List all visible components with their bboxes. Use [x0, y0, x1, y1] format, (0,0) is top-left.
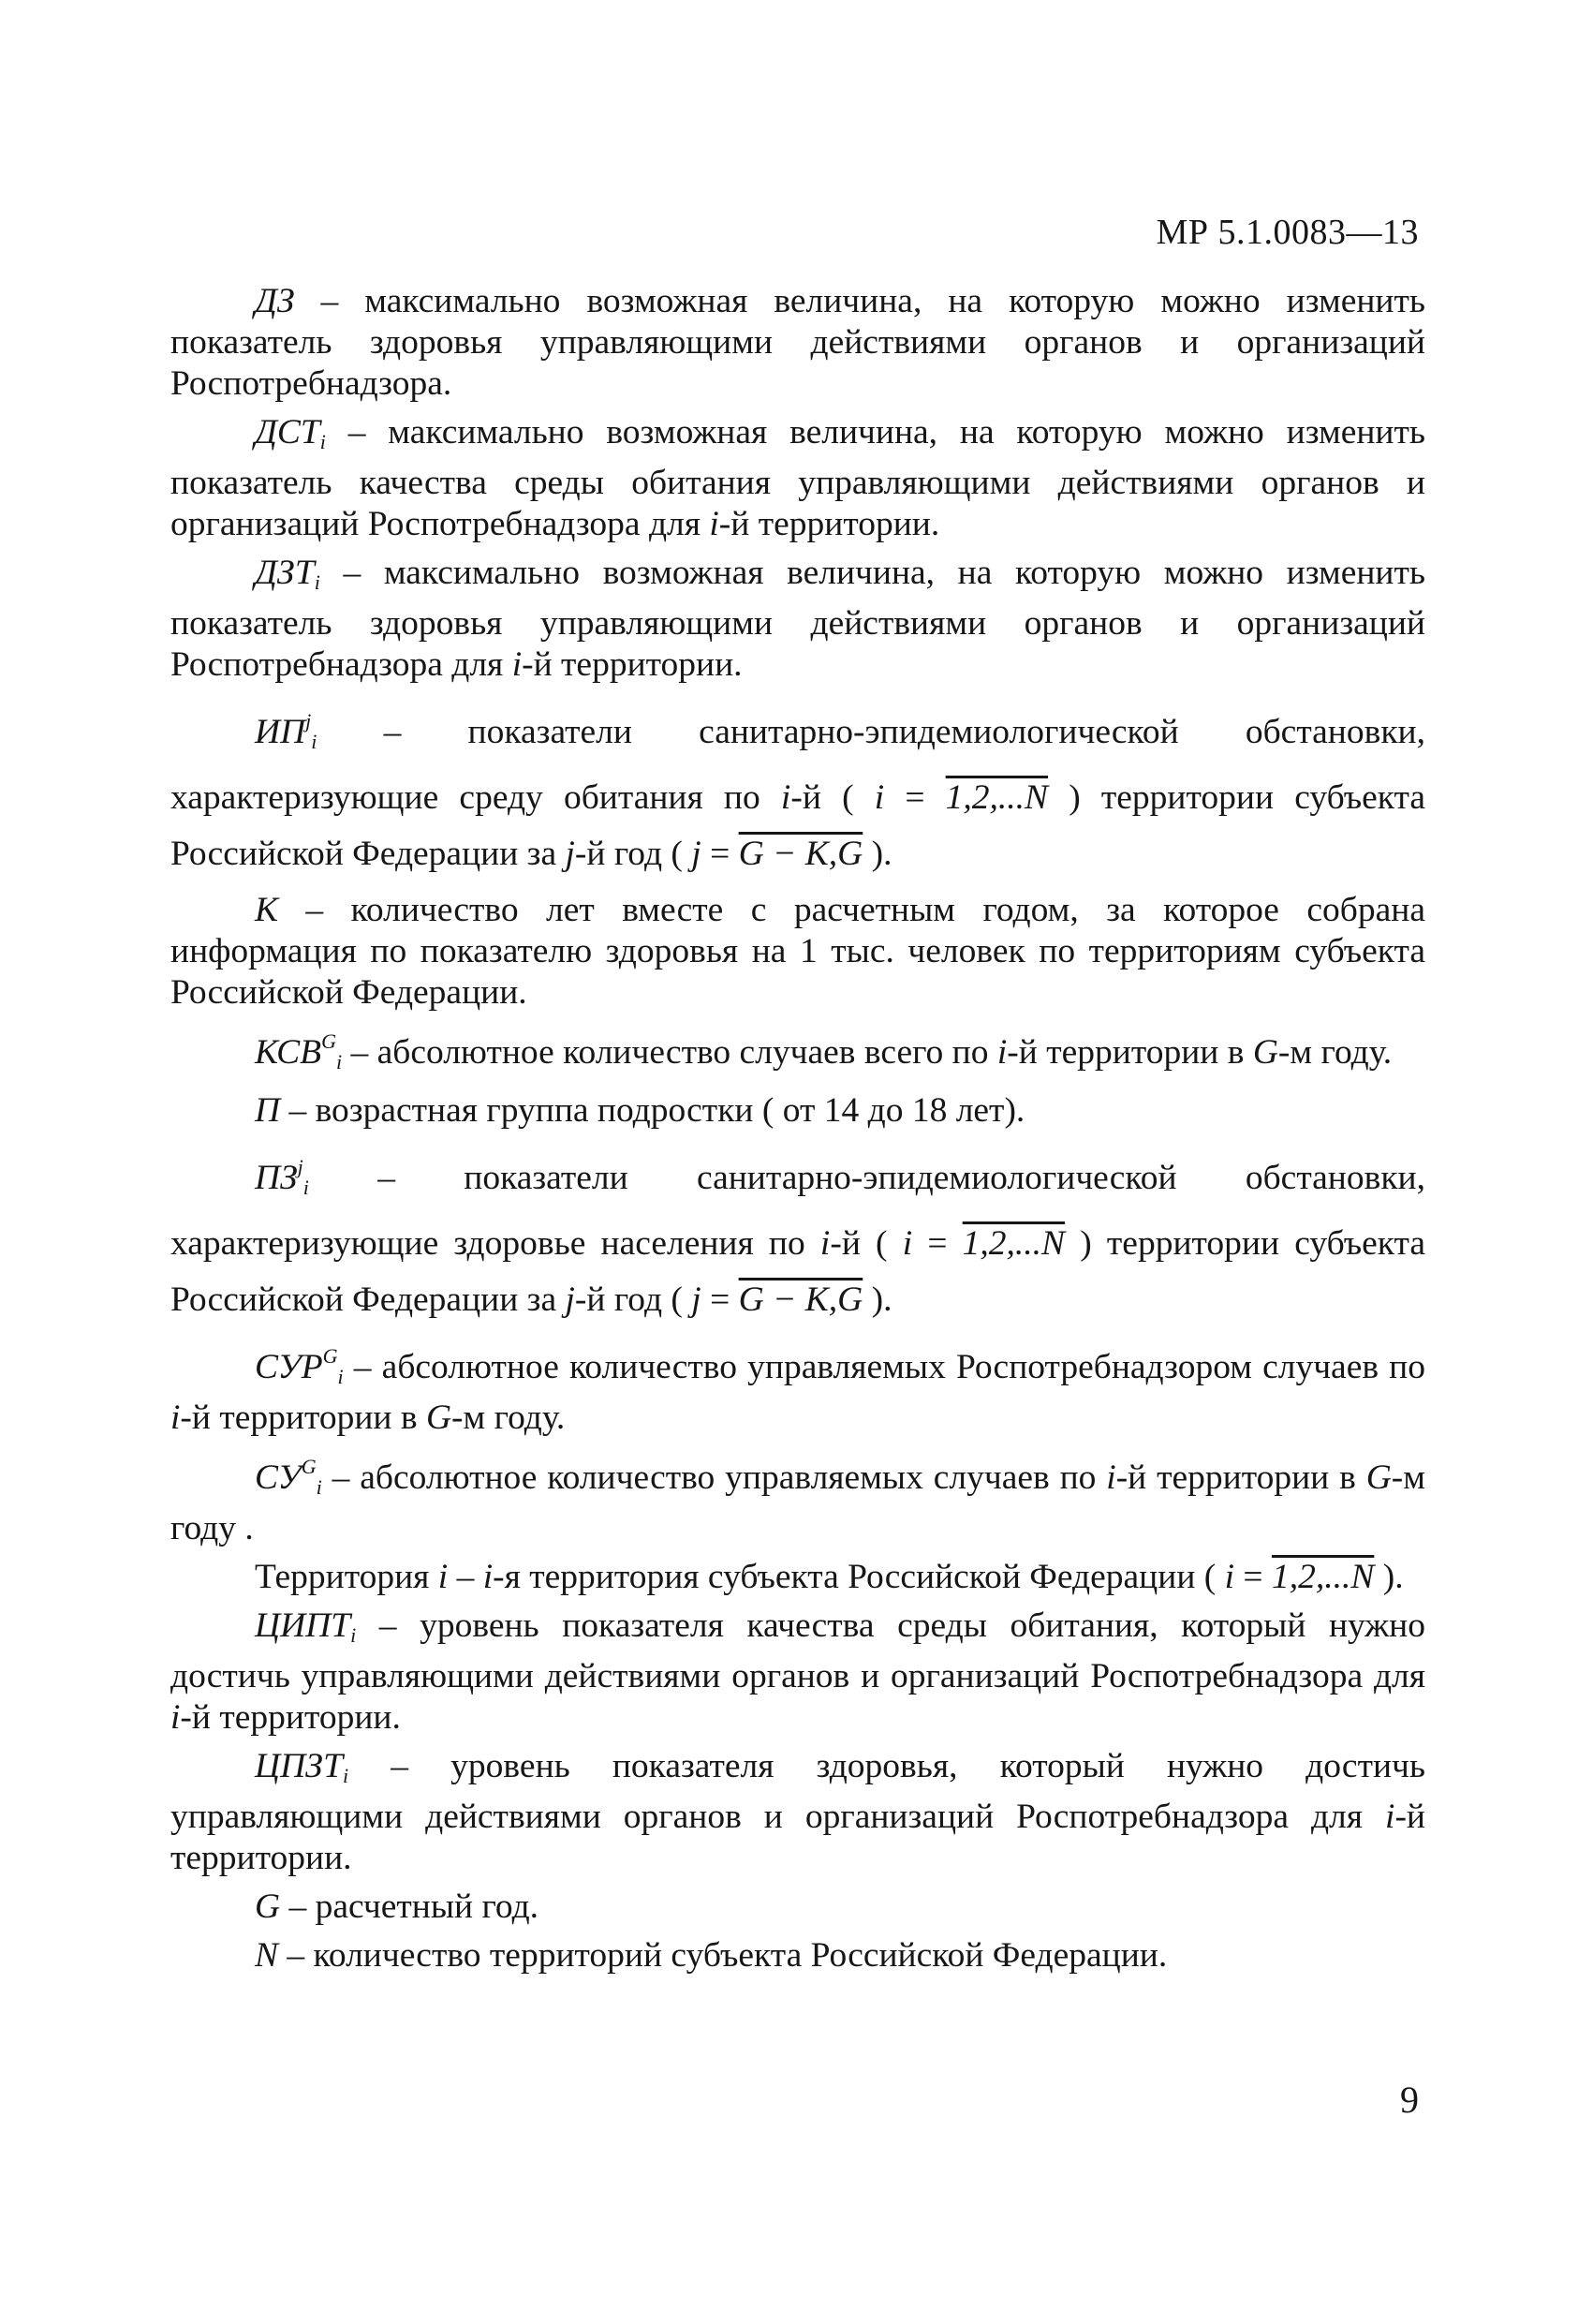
definition-text: – максимально возможная величина, на которую можно изменить показатель качества среды обитания управляющими действиями органов и организаций Роспотребнадзора для [170, 413, 1425, 543]
index-variable: j [565, 1280, 575, 1319]
definition-text: – уровень показателя качества среды обитания, который нужно достичь управляющими действиями органов и организаций Роспотребнадзора для [170, 1606, 1425, 1695]
definition-tail: ). [863, 835, 892, 873]
index-variable: G [425, 1399, 452, 1437]
formula-equals: = [884, 778, 946, 817]
definition-tail: -й территории. [718, 505, 940, 543]
term-superscript: j [297, 1155, 303, 1178]
term: G [255, 1887, 281, 1926]
index-variable: i [170, 1399, 181, 1437]
definition-text: – количество территорий субъекта Российской Федерации. [278, 1936, 1168, 1975]
definition-tail: -м году. [1277, 1033, 1393, 1072]
definition-sur [170, 1336, 1425, 1439]
page-number: 9 [1400, 2079, 1419, 2121]
definition-g [170, 1887, 1425, 1928]
term-subscript: i [316, 1475, 322, 1499]
formula-variable: j [691, 1280, 701, 1319]
term: ПЗ [255, 1159, 298, 1197]
formula-variable: j [691, 835, 701, 873]
document-code: МР 5.1.0083—13 [1156, 213, 1419, 252]
definition-mid: ) территории субъекта Российской Федерации за [170, 1224, 1426, 1319]
term: ДЗТ [255, 554, 315, 592]
definition-mid: -я территория субъекта Российской Федерации ( [493, 1558, 1225, 1596]
definition-n [170, 1935, 1425, 1976]
index-variable: G [1365, 1458, 1392, 1497]
definition-text: – [448, 1558, 483, 1596]
term-subscript: i [343, 1764, 349, 1787]
term-superscript: G [322, 1344, 338, 1368]
index-variable: i [437, 1558, 449, 1596]
term: К [255, 891, 278, 929]
term: СУ [255, 1458, 302, 1497]
index-variable: i [709, 505, 719, 543]
term: ЦИПТ [255, 1606, 351, 1645]
term-lead: Территория [255, 1558, 438, 1596]
term-subscript: i [337, 1365, 344, 1388]
term-superscript: G [321, 1029, 336, 1053]
term: КСВ [255, 1033, 322, 1072]
definition-text: – показатели санитарно-эпидемиологической обстановки, характеризующие среду обитания по [170, 713, 1425, 817]
index-variable: i [511, 645, 523, 684]
formula-range: 1,2,...N [945, 778, 1049, 817]
index-variable: i [482, 1558, 494, 1596]
definition-pz [170, 1139, 1425, 1328]
formula-range: 1,2,...N [962, 1224, 1066, 1263]
term-superscript: j [305, 709, 312, 733]
index-variable: i [780, 778, 791, 817]
definitions-list [170, 281, 1425, 1984]
definition-text: – показатели санитарно-эпидемиологической обстановки, характеризующие здоровье населения по [170, 1159, 1425, 1263]
definition-dz [170, 281, 1425, 405]
definition-territory [170, 1557, 1425, 1598]
definition-text: – абсолютное количество управляемых случаев по [321, 1458, 1107, 1497]
term: N [255, 1936, 279, 1975]
definition-mid: -й ( [830, 1224, 903, 1263]
definition-tail: ). [1374, 1558, 1404, 1596]
definition-tspzt [170, 1746, 1425, 1879]
definition-tail: -й территории. [180, 1698, 401, 1737]
formula-variable: i [902, 1224, 913, 1263]
definition-mid: -й год ( [574, 835, 692, 873]
term-superscript: G [301, 1455, 317, 1478]
definition-dst [170, 412, 1425, 545]
formula-variable: i [1224, 1558, 1235, 1596]
term: П [255, 1091, 281, 1130]
term-subscript: i [311, 730, 317, 753]
definition-text: – абсолютное количество случаев всего по [342, 1033, 997, 1072]
definition-mid: -й территории в [1115, 1458, 1366, 1497]
definition-tail: -м году. [451, 1399, 566, 1437]
term: ДЗ [255, 282, 295, 320]
index-variable: G [1252, 1033, 1278, 1072]
definition-tail: -м году . [170, 1458, 1425, 1547]
index-variable: i [170, 1698, 181, 1737]
term-subscript: i [302, 1176, 309, 1199]
definition-mid: -й территории в [1007, 1033, 1253, 1072]
term: ДСТ [255, 413, 320, 451]
definition-tail: ). [863, 1280, 892, 1319]
definition-text: – уровень показателя здоровья, который нужно достичь управляющими действиями органов и организаций Роспотребнадзора для [170, 1747, 1425, 1836]
definition-tsipt [170, 1606, 1425, 1739]
definition-k [170, 890, 1425, 1014]
definition-ksv [170, 1021, 1425, 1083]
term: ЦПЗТ [255, 1747, 344, 1785]
definition-p [170, 1090, 1425, 1132]
definition-mid: ) территории субъекта Российской Федерации за [170, 778, 1426, 873]
index-variable: j [565, 835, 575, 873]
definition-mid: -й ( [790, 778, 875, 817]
formula-variable: i [874, 778, 885, 817]
definition-text: – абсолютное количество управляемых Роспотребнадзором случаев по [343, 1348, 1425, 1386]
definition-text: – количество лет вместе с расчетным годом, за которое собрана информация по показателю здоровья на 1 тыс. человек по территориям субъекта Российской Федерации. [170, 891, 1425, 1012]
definition-text: – возрастная группа подростки ( от 14 до 18 лет). [280, 1091, 1025, 1130]
definition-ip [170, 693, 1425, 882]
definition-tail: -й территории. [522, 645, 743, 684]
definition-tail: -й территории. [170, 1798, 1425, 1877]
formula-range: 1,2,...N [1271, 1558, 1375, 1596]
term: СУР [255, 1348, 323, 1386]
term-subscript: i [319, 430, 326, 453]
definition-dzt [170, 553, 1425, 686]
term: ИП [255, 713, 306, 751]
definition-text: – расчетный год. [280, 1887, 539, 1926]
definition-text: – максимально возможная величина, на которую можно изменить показатель здоровья управляющими действиями органов и организаций Роспотребнадзора для [170, 554, 1425, 684]
formula-equals: = [701, 1280, 739, 1319]
formula-range: G − K,G [738, 1280, 863, 1319]
index-variable: i [996, 1033, 1008, 1072]
definition-mid: -й территории в [180, 1399, 426, 1437]
index-variable: i [1385, 1798, 1395, 1836]
definition-text: – максимально возможная величина, на которую можно изменить показатель здоровья управляющими действиями органов и организаций Роспотребнадзора. [170, 282, 1425, 403]
formula-equals: = [1234, 1558, 1272, 1596]
formula-equals: = [701, 835, 739, 873]
definition-su [170, 1446, 1425, 1549]
formula-range: G − K,G [738, 835, 863, 873]
definition-mid: -й год ( [574, 1280, 692, 1319]
index-variable: i [819, 1224, 831, 1263]
term-subscript: i [335, 1050, 343, 1073]
term-subscript: i [350, 1623, 357, 1647]
formula-equals: = [912, 1224, 963, 1263]
term-subscript: i [314, 570, 320, 594]
index-variable: i [1106, 1458, 1116, 1497]
